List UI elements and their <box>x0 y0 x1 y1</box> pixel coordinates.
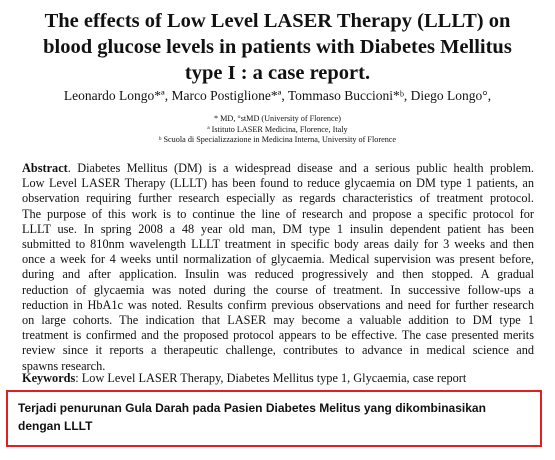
abstract <box>22 161 534 374</box>
abstract-line: observation requiring further research especially as regards characteristics of treatment protocol. <box>22 191 534 206</box>
author-list: Leonardo Longo*ª, Marco Postiglione*ª, Tommaso Buccioni*ᵇ, Diego Longo°, <box>63 88 492 103</box>
keywords-text: : Low Level LASER Therapy, Diabetes Mellitus type 1, Glycaemia, case report <box>75 371 467 385</box>
abstract-line: The purpose of this work is to continue the line of research and propose a specific protocol for <box>22 206 534 221</box>
title-line: type I : a case report. <box>184 62 371 84</box>
abstract-text: . Diabetes Mellitus (DM) is a widespread disease and a serious public health problem. <box>67 161 534 175</box>
caption-line: dengan LLLT <box>18 419 93 433</box>
affiliation-line: ᵇ Scuola di Specializzazione in Medicina Interna, University of Florence <box>158 135 397 144</box>
abstract-line: during and after application. Insulin was reduced progressively and then stopped. A gradual <box>22 267 534 282</box>
affiliation-line: ª Istituto LASER Medicina, Florence, Italy <box>207 124 348 134</box>
abstract-line: once a week for 4 weeks until normalization of glycaemia. Medical supervision was present before, <box>22 252 534 267</box>
caption-line: Terjadi penurunan Gula Darah pada Pasien Diabetes Melitus yang dikombinasikan <box>18 401 486 415</box>
keywords <box>22 371 534 386</box>
abstract-line: Low Level LASER Therapy (LLLT) has been found to reduce glycaemia on DM type 1 patients, an <box>22 176 534 191</box>
caption-box <box>6 390 542 447</box>
title-line: The effects of Low Level LASER Therapy (LLLT) on <box>44 10 511 32</box>
abstract-line: spawns research. <box>22 358 106 373</box>
abstract-line: review since it reports a therapeutic challenge, contributes to advance in medical science and <box>22 343 534 358</box>
caption-text <box>18 399 528 435</box>
keywords-label: Keywords <box>22 371 76 385</box>
affiliation-line: * MD, °stMD (University of Florence) <box>214 114 341 123</box>
paper-title <box>20 8 535 86</box>
title-line: blood glucose levels in patients with Diabetes Mellitus <box>43 36 512 58</box>
abstract-line: reduction in HbA1c was noted. Results confirm previous observations and need for further research <box>22 297 534 312</box>
abstract-line: LLLT use. In spring 2008 a 48 year old man, DM type 1 insulin dependent patient has been <box>22 221 534 236</box>
abstract-line: treatment is confirmed and the proposed protocol appears to be effective. The case presented merits <box>22 328 534 343</box>
abstract-line: on large cohorts. The indication that LASER may become a valuable addition to DM type 1 <box>22 313 534 328</box>
abstract-line <box>22 161 534 176</box>
abstract-label: Abstract <box>22 161 68 175</box>
abstract-line: reduction of glycaemia was noted during the course of treatment. In successive follow-ups a <box>22 282 534 297</box>
abstract-line: submitted to 810nm wavelength LLLT treatment in specific body areas daily for 3 weeks and then <box>22 237 534 252</box>
affiliations <box>20 114 535 146</box>
